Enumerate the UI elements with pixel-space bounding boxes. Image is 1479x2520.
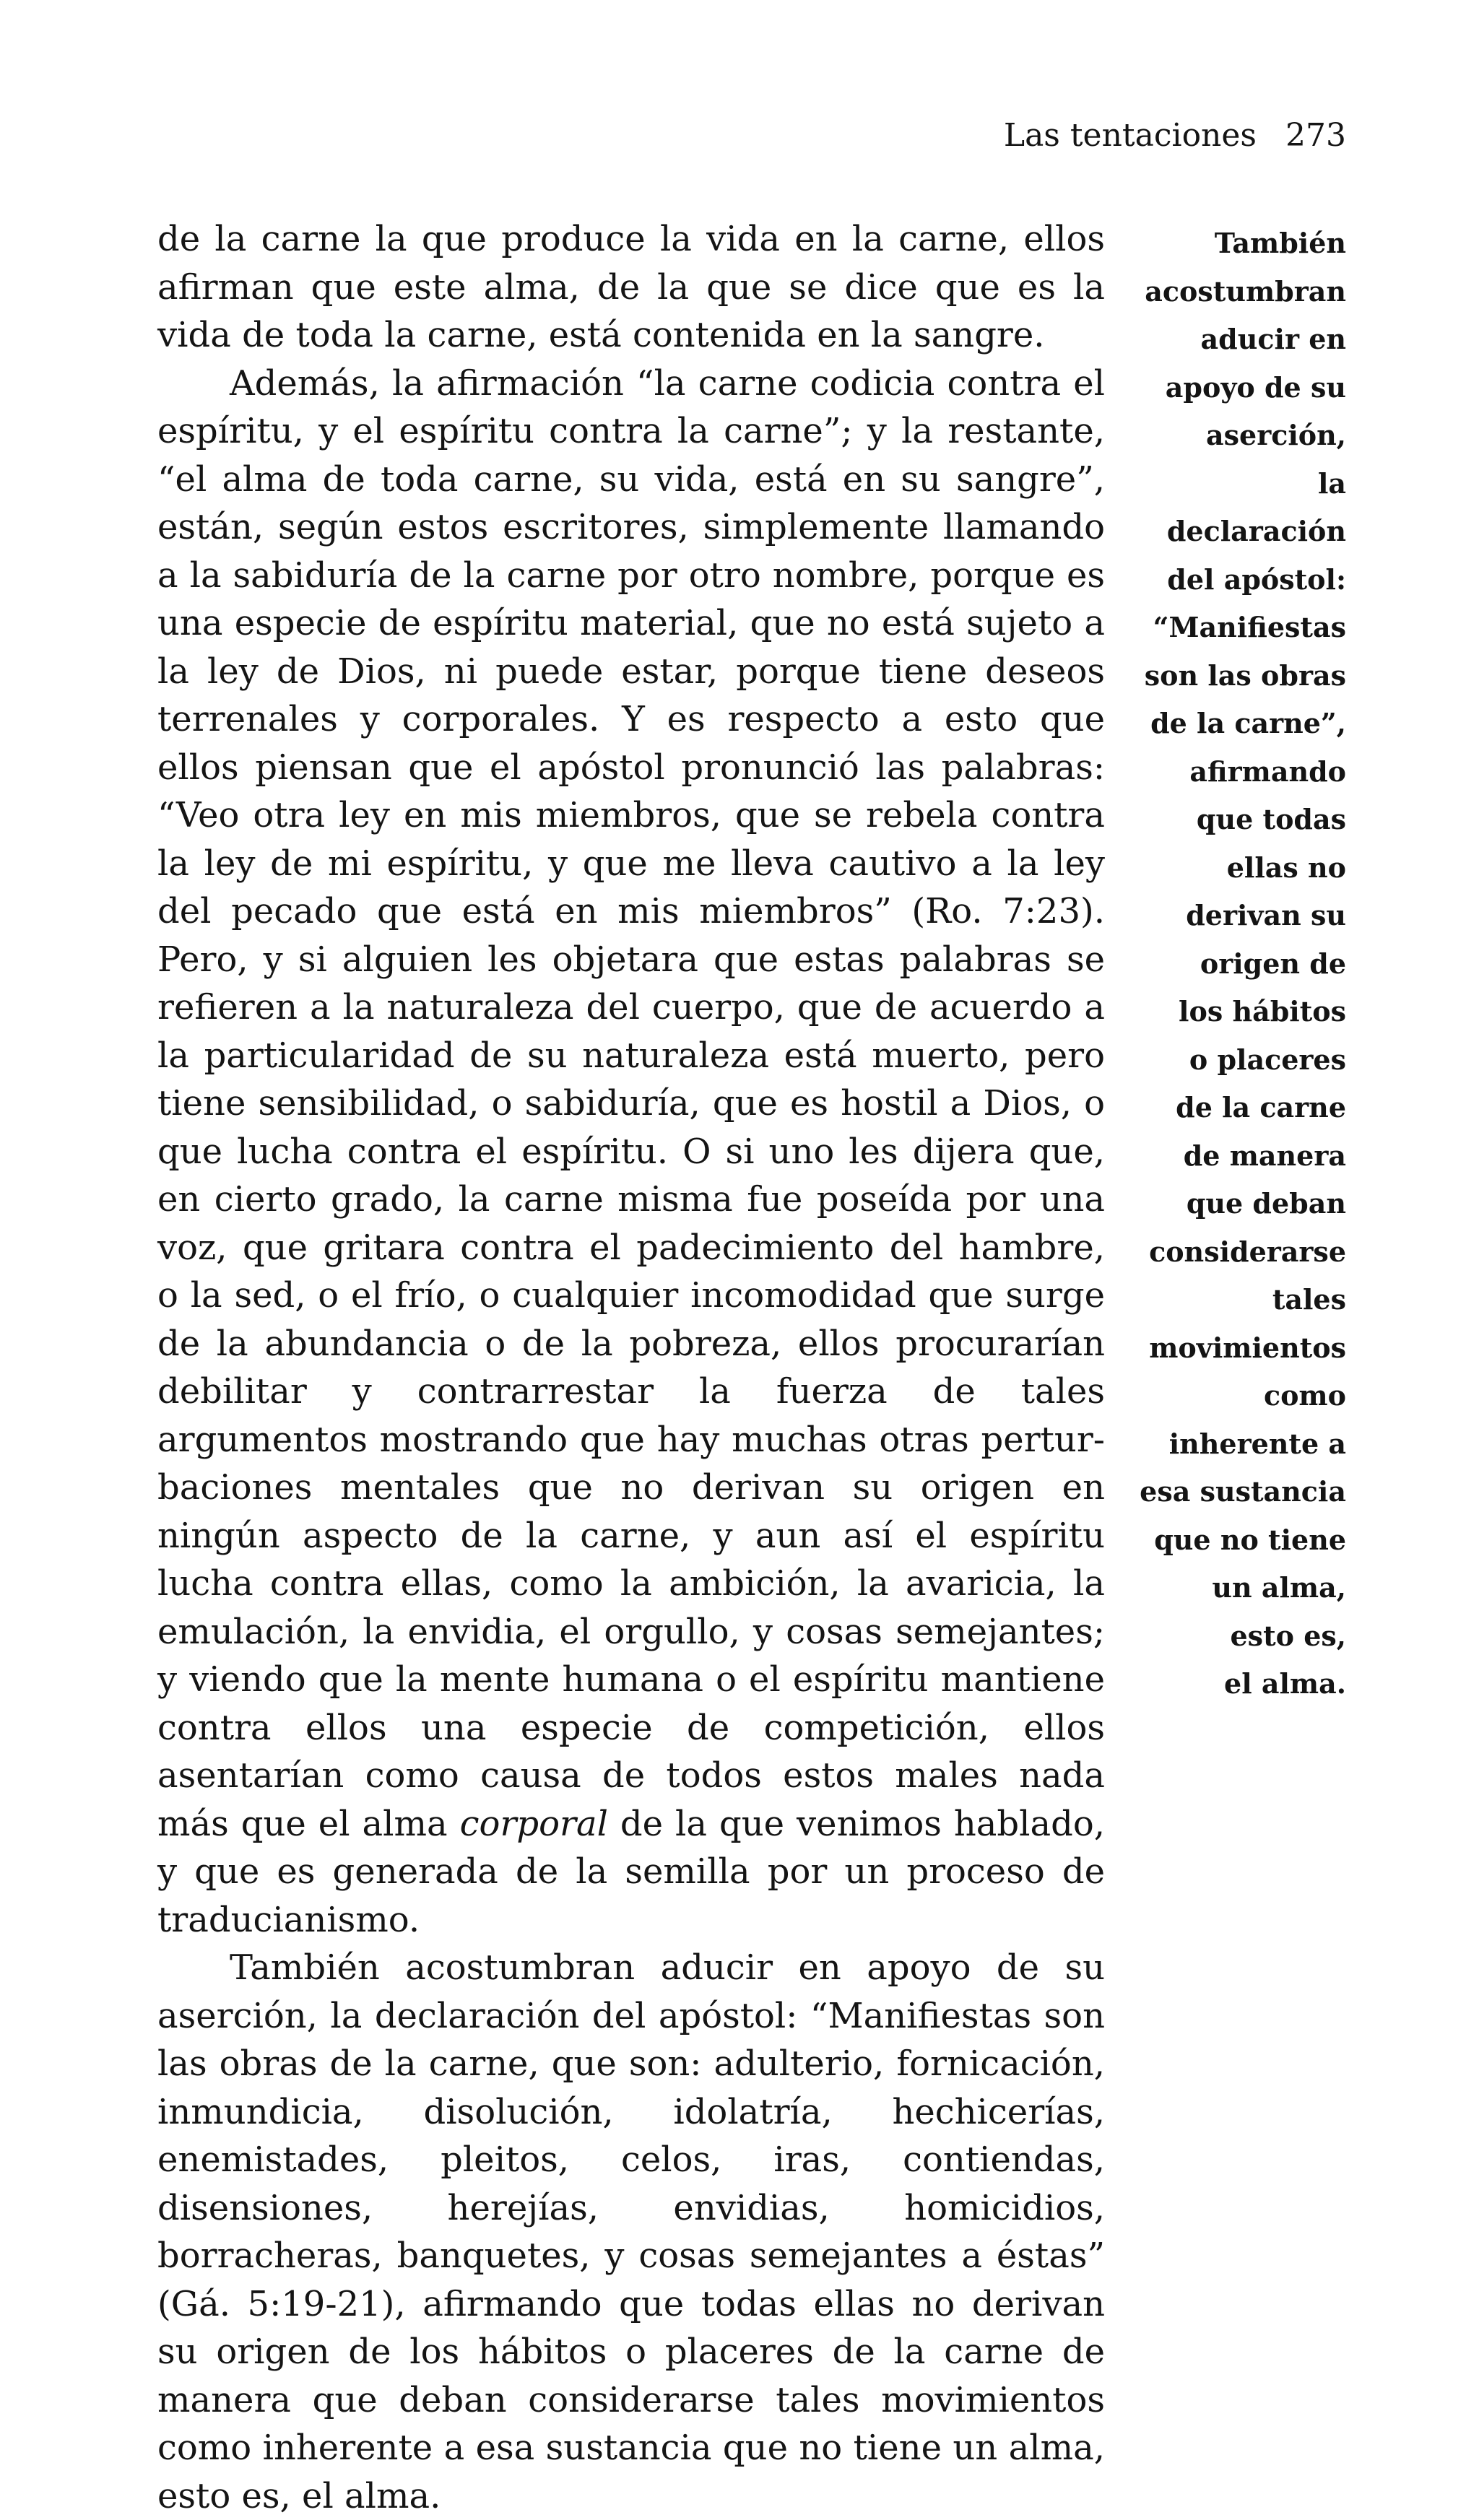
margin-note-line: que deban <box>1186 1187 1346 1220</box>
paragraph-2 <box>157 360 1105 1945</box>
section-title: Las tentaciones <box>1003 117 1257 154</box>
margin-note-line: el alma. <box>1224 1667 1346 1700</box>
margin-note-line: aducir en <box>1200 323 1346 355</box>
margin-note-line: También <box>1214 227 1346 259</box>
margin-note-line: “Manifiestas <box>1153 611 1346 643</box>
margin-note-line: ellas no <box>1226 851 1346 884</box>
margin-note-line: tales <box>1272 1283 1346 1316</box>
margin-note-line: de manera <box>1183 1139 1346 1172</box>
paragraph-2-text: Además, la afirmación “la carne codicia contra el espíritu, y el espíritu contra la carne”; y la restante, “el alma de toda carne, su vida, está en su sangre”, están, según estos escritores, simplemente llamando a la sabiduría de la carne por otro nombre, porque es una especie de espíritu material, que no está sujeto a la ley de Dios, ni puede estar, porque tiene deseos terrenales y corporales. Y es respecto a esto que ellos piensan que el apóstol pronunció las palabras: “Veo otra ley en mis miembros, que se rebela contra la ley de mi espíritu, y que me lleva cautivo a la ley del pecado que está en mis miembros” (Ro. 7:23). Pero, y si alguien les objetara que estas palabras se refieren a la naturaleza del cuerpo, que de acuerdo a la particularidad de su naturaleza está muerto, pero tiene sensibilidad, o sabiduría, que es hostil a Dios, o que lucha contra el espíritu. O si uno les dijera que, en cierto grado, la carne misma fue poseída por una voz, que gritara contra el padecimiento del hambre, o la sed, o el frío, o cualquier incomodidad que surge de la abundancia o de la pobreza, ellos procurarían debilitar y contrarrestar la fuerza de tales argumentos mostrando que hay muchas otras perturbaciones mentales que no derivan su origen en ningún aspecto de la carne, y aun así el espíritu lucha contra ellas, como la ambición, la avaricia, la emulación, la envidia, el orgullo, y cosas semejantes; y viendo que la mente humana o el espíritu mantiene contra ellos una especie de competición, ellos asentarían como causa de todos estos males nada más que el alma <box>157 362 1105 1844</box>
running-head <box>1004 114 1346 157</box>
margin-note-line: derivan su <box>1186 899 1346 931</box>
margin-note-line: que no tiene <box>1154 1523 1346 1556</box>
margin-note-line: aserción, <box>1206 419 1346 451</box>
margin-note-line: afirmando <box>1189 755 1346 788</box>
margin-note-line: esa sustancia <box>1140 1475 1346 1508</box>
margin-note-line: los hábitos <box>1179 995 1346 1027</box>
paragraph-2-text-end: de la que venimos hablado, y que es generada de la semilla por un proceso de traducianismo. <box>157 1803 1105 1940</box>
margin-note-line: la <box>1317 466 1346 500</box>
margin-note-line: de la carne”, <box>1150 707 1346 739</box>
margin-note-line: como <box>1263 1379 1346 1412</box>
emphasis-corporal: corporal <box>459 1803 608 1844</box>
margin-note-line: acostumbran <box>1145 274 1346 308</box>
margin-note <box>1129 220 1346 1708</box>
page-number: 273 <box>1285 117 1346 154</box>
margin-note-line: son las obras <box>1144 659 1346 692</box>
margin-note-line: de la carne <box>1176 1091 1346 1124</box>
paragraph-3: También acostumbran aducir en apoyo de su aserción, la declaración del apóstol: “Manifiestas son las obras de la carne, que son: adulterio, fornicación, inmundicia, disolución, idolatría, hechicerías, enemistades, pleitos, celos, iras, contiendas, disensiones, herejías, envidias, homicidios, borracheras, banquetes, y cosas semejantes a éstas” (Gá. 5:19-21), afirmando que todas ellas no derivan su origen de los hábitos o placeres de la carne de manera que deban considerarse tales movimientos como inherente a esa sustancia que no tiene un alma, esto es, el alma. <box>157 1947 1105 2516</box>
margin-note-line: del apóstol: <box>1167 562 1346 596</box>
margin-note-line: inherente a <box>1168 1427 1346 1460</box>
main-text-column <box>157 215 1105 2520</box>
margin-note-line: movimientos <box>1149 1331 1346 1364</box>
paragraph-1: de la carne la que produce la vida en la carne, ellos afirman que este alma, de la que se dice que es la vida de toda la carne, está contenida en la sangre. <box>157 219 1105 355</box>
margin-note-line: considerarse <box>1149 1235 1346 1268</box>
margin-note-line: origen de <box>1200 947 1346 980</box>
margin-note-line: o placeres <box>1189 1043 1346 1076</box>
margin-note-line: un alma, <box>1212 1571 1346 1604</box>
margin-note-line: apoyo de su <box>1165 370 1346 404</box>
margin-note-line: declaración <box>1166 515 1346 547</box>
margin-note-line: esto es, <box>1230 1619 1346 1652</box>
margin-note-line: que todas <box>1196 803 1346 835</box>
